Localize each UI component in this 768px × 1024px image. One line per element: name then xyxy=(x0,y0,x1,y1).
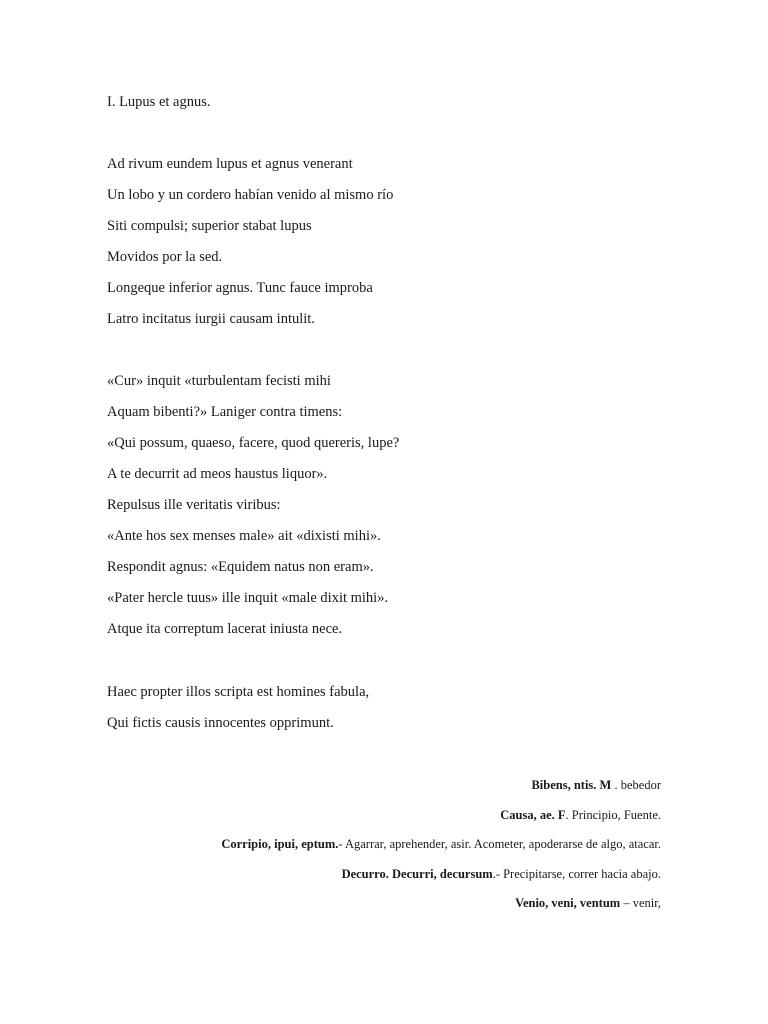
glossary-term: Bibens, ntis. M xyxy=(531,778,612,792)
verse-line: Movidos por la sed. xyxy=(107,249,223,265)
glossary-definition: . bebedor xyxy=(611,778,661,792)
verse-line: Respondit agnus: «Equidem natus non eram». xyxy=(107,559,374,575)
glossary-definition: - Agarrar, aprehender, asir. Acometer, apoderarse de algo, atacar. xyxy=(338,837,661,851)
stanza-3 xyxy=(107,677,369,739)
glossary-entry xyxy=(221,889,661,919)
glossary-entry xyxy=(221,771,661,801)
glossary-definition: .- Precipitarse, correr hacia abajo. xyxy=(492,866,661,881)
verse-line: «Pater hercle tuus» ille inquit «male dixit mihi». xyxy=(107,590,389,606)
glossary-term: Corripio, ipui, eptum. xyxy=(221,837,339,851)
glossary-term: Causa, ae. F xyxy=(500,807,566,822)
verse-line: «Ante hos sex menses male» ait «dixisti mihi». xyxy=(107,528,381,544)
verse-line: Latro incitatus iurgii causam intulit. xyxy=(107,311,315,327)
stanza-1 xyxy=(107,149,393,335)
verse-line: Ad rivum eundem lupus et agnus venerant xyxy=(107,156,353,172)
verse-line: Repulsus ille veritatis viribus: xyxy=(107,497,281,513)
glossary-entry xyxy=(221,860,661,890)
verse-line: Un lobo y un cordero habían venido al mismo río xyxy=(107,187,394,203)
glossary-entry xyxy=(221,830,661,860)
verse-line: Aquam bibenti?» Laniger contra timens: xyxy=(107,404,343,420)
verse-line: «Qui possum, quaeso, facere, quod quereris, lupe? xyxy=(107,435,400,451)
verse-line: Siti compulsi; superior stabat lupus xyxy=(107,218,312,234)
glossary-term: Decurro. Decurri, decursum xyxy=(341,866,493,881)
stanza-2 xyxy=(107,366,399,645)
fable-title: I. Lupus et agnus. xyxy=(107,94,211,110)
glossary-term: Venio, veni, ventum xyxy=(515,896,621,910)
verse-line: A te decurrit ad meos haustus liquor». xyxy=(107,466,328,482)
verse-line: Atque ita correptum lacerat iniusta nece. xyxy=(107,621,343,637)
glossary-entry xyxy=(221,801,661,831)
verse-line: Qui fictis causis innocentes opprimunt. xyxy=(107,715,334,731)
glossary-definition: . Principio, Fuente. xyxy=(565,807,661,822)
glossary xyxy=(221,771,661,919)
verse-line: Haec propter illos scripta est homines fabula, xyxy=(107,684,370,700)
verse-line: Longeque inferior agnus. Tunc fauce improba xyxy=(107,280,373,296)
glossary-definition: – venir, xyxy=(620,896,661,910)
verse-line: «Cur» inquit «turbulentam fecisti mihi xyxy=(107,373,331,389)
